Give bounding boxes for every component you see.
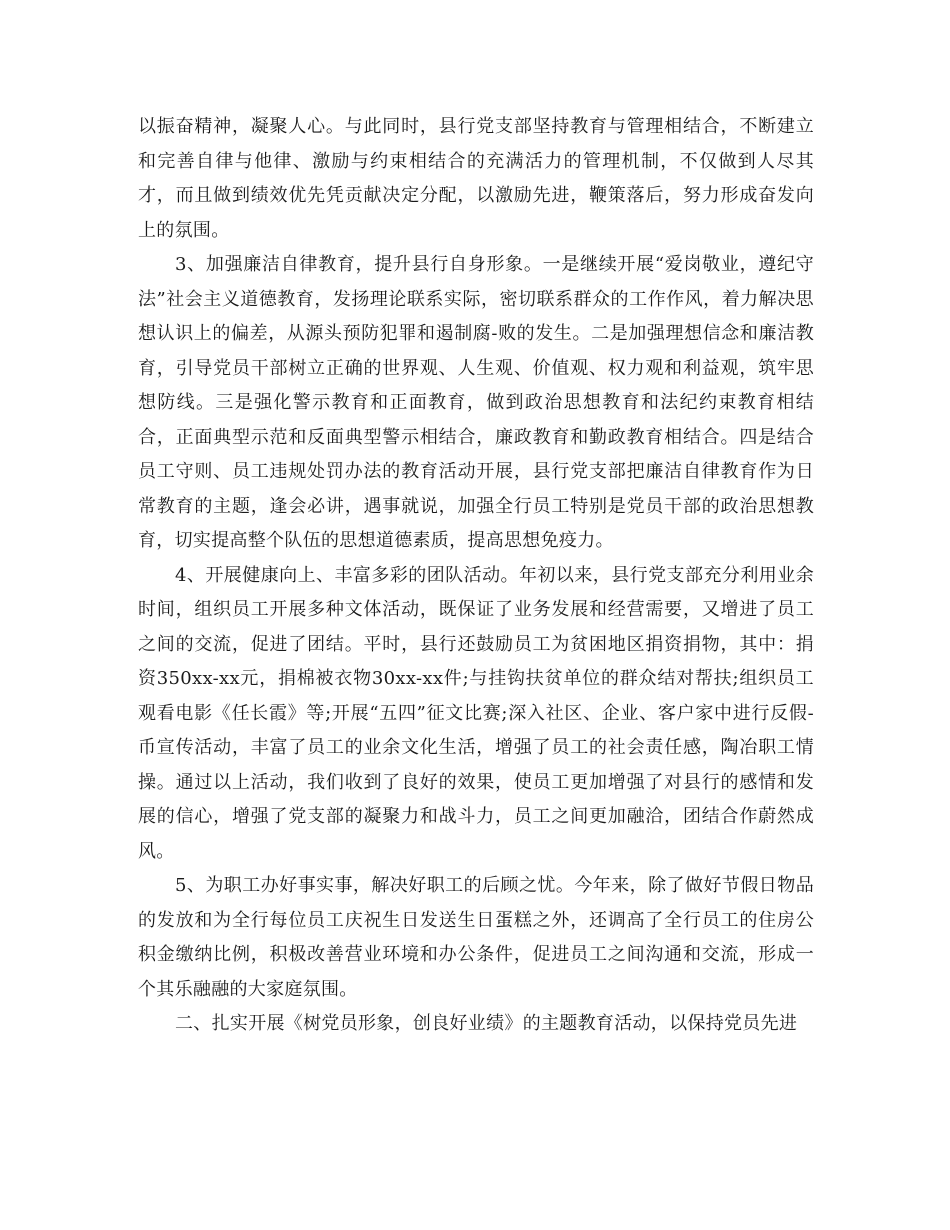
paragraph-4: 5、为职工办好事实事，解决好职工的后顾之忧。今年来，除了做好节假日物品的发放和为全行每位员工庆祝生日发送生日蛋糕之外，还调高了全行员工的住房公积金缴纳比例，积极改善营业环境和办公条件，促进员工之间沟通和交流，形成一个其乐融融的大家庭氛围。	[138, 875, 814, 1000]
paragraph-2: 3、加强廉洁自律教育，提升县行自身形象。一是继续开展“爱岗敬业，遵纪守法”社会主义道德教育，发扬理论联系实际，密切联系群众的工作作风，着力解决思想认识上的偏差，从源头预防犯罪和遏制腐-败的发生。二是加强理想信念和廉洁教育，引导党员干部树立正确的世界观、人生观、价值观、权力观和利益观，筑牢思想防线。三是强化警示教育和正面教育，做到政治思想教育和法纪约束教育相结合，正面典型示范和反面典型警示相结合，廉政教育和勤政教育相结合。四是结合员工守则、员工违规处罚办法的教育活动开展，县行党支部把廉洁自律教育作为日常教育的主题，逢会必讲，遇事就说，加强全行员工特别是党员干部的政治思想教育，切实提高整个队伍的思想道德素质，提高思想免疫力。	[138, 254, 814, 551]
paragraph-5: 二、扎实开展《树党员形象，创良好业绩》的主题教育活动，以保持党员先进	[175, 1013, 798, 1034]
paragraph-3: 4、开展健康向上、丰富多彩的团队活动。年初以来，县行党支部充分利用业余时间，组织员工开展多种文体活动，既保证了业务发展和经营需要，又增进了员工之间的交流，促进了团结。平时，县行还鼓励员工为贫困地区捐资捐物，其中：捐资350xx-xx元，捐棉被衣物30xx-xx件;与挂钩扶贫单位的群众结对帮扶;组织员工观看电影《任长霞》等;开展“五四”征文比赛;深入社区、企业、客户家中进行反假-币宣传活动，丰富了员工的业余文化生活，增强了员工的社会责任感，陶冶职工情操。通过以上活动，我们收到了良好的效果，使员工更加增强了对县行的感情和发展的信心，增强了党支部的凝聚力和战斗力，员工之间更加融洽，团结合作蔚然成风。	[138, 564, 814, 862]
paragraph-1: 以振奋精神，凝聚人心。与此同时，县行党支部坚持教育与管理相结合，不断建立和完善自律与他律、激励与约束相结合的充满活力的管理机制，不仅做到人尽其才，而且做到绩效优先凭贡献决定分配，以激励先进，鞭策落后，努力形成奋发向上的氛围。	[138, 116, 814, 241]
document-body	[138, 110, 814, 1042]
